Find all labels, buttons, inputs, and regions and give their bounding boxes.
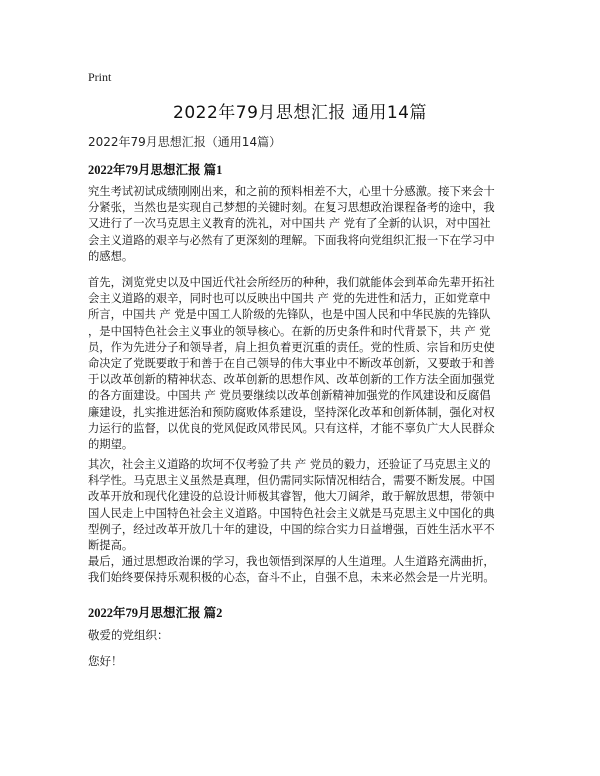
text-line: 断提高。 (88, 539, 134, 553)
text-line: 国人民走上中国特色社会主义道路。中国特色社会主义就是马克思主义中国化的典 (88, 506, 495, 520)
paragraph (88, 457, 518, 554)
paragraph (88, 627, 518, 643)
document-subtitle: 2022年79月思想汇报（通用14篇） (88, 135, 282, 149)
paragraph (88, 554, 518, 586)
text-line: 最后，通过思想政治课的学习，我也领悟到深厚的人生道理。人生道路充满曲折， (88, 555, 495, 568)
text-line: 命决定了党既要敢于和善于在自己领导的伟大事业中不断改革创新，又要敢于和善 (88, 357, 495, 371)
text-line: 又进行了一次马克思主义教育的洗礼，对中国共 产 党有了全新的认识，对中国社 (88, 217, 491, 231)
text-line: 会主义道路的艰辛，同时也可以反映出中国共 产 党的先进性和活力，正如党章中 (88, 292, 491, 306)
text-line: 究生考试初试成绩刚刚出来，和之前的预料相差不大，心里十分感激。接下来会十 (88, 185, 495, 198)
page-title: 2022年79月思想汇报 通用14篇 (173, 103, 427, 123)
text-line: 敬爱的党组织： (88, 628, 169, 642)
text-line: 的各方面建设。中国共 产 党员要继续以改革创新精神加强党的作风建设和反腐倡 (88, 389, 491, 403)
print-link[interactable]: Print (88, 70, 112, 84)
text-line: 分紧张，当然也是实现自己梦想的关键时刻。在复习思想政治课程备考的途中，我 (88, 201, 495, 215)
paragraph (88, 653, 518, 669)
text-line: 于以改革创新的精神状态、改革创新的思想作风、改革创新的工作方法全面加强党 (88, 373, 495, 387)
section-heading: 2022年79月思想汇报 篇1 (88, 163, 223, 177)
paragraph (88, 184, 518, 265)
paragraph (88, 275, 518, 453)
text-line: 我们始终要保持乐观积极的心态，奋斗不止，自强不息，未来必然会是一片光明。 (88, 571, 495, 585)
text-line: 会主义道路的艰辛与必然有了更深刻的理解。下面我将向党组织汇报一下在学习中 (88, 233, 495, 247)
text-line: 所言，中国共 产 党是中国工人阶级的先锋队，也是中国人民和中华民族的先锋队 (88, 308, 491, 322)
text-line: 科学性。马克思主义虽然是真理，但仍需同实际情况相结合，需要不断发展。中国 (88, 474, 495, 488)
text-line: 力运行的监督，以优良的党风促政风带民风。只有这样，才能不辜负广大人民群众 (88, 421, 495, 435)
text-line: 您好！ (88, 654, 123, 668)
text-line: 廉建设，扎实推进惩治和预防腐败体系建设，坚持深化改革和创新体制，强化对权 (88, 405, 495, 419)
section-heading: 2022年79月思想汇报 篇2 (88, 606, 223, 620)
text-line: 员，作为先进分子和领导者，肩上担负着更沉重的责任。党的性质、宗旨和历史使 (88, 340, 495, 354)
text-line: 其次，社会主义道路的坎坷不仅考验了共 产 党员的毅力，还验证了马克思主义的 (88, 458, 491, 471)
text-line: 型例子，经过改革开放几十年的建设，中国的综合实力日益增强，百姓生活水平不 (88, 522, 495, 536)
text-line: 的期望。 (88, 438, 134, 452)
text-line: 的感想。 (88, 249, 134, 263)
text-line: 首先，浏览党史以及中国近代社会所经历的种种，我们就能体会到革命先辈开拓社 (88, 276, 495, 289)
text-line: 改革开放和现代化建设的总设计师极其睿智，他大刀阔斧，敢于解放思想，带领中 (88, 490, 495, 504)
text-line: ，是中国特色社会主义事业的领导核心。在新的历史条件和时代背景下，共 产 党 (88, 324, 491, 338)
